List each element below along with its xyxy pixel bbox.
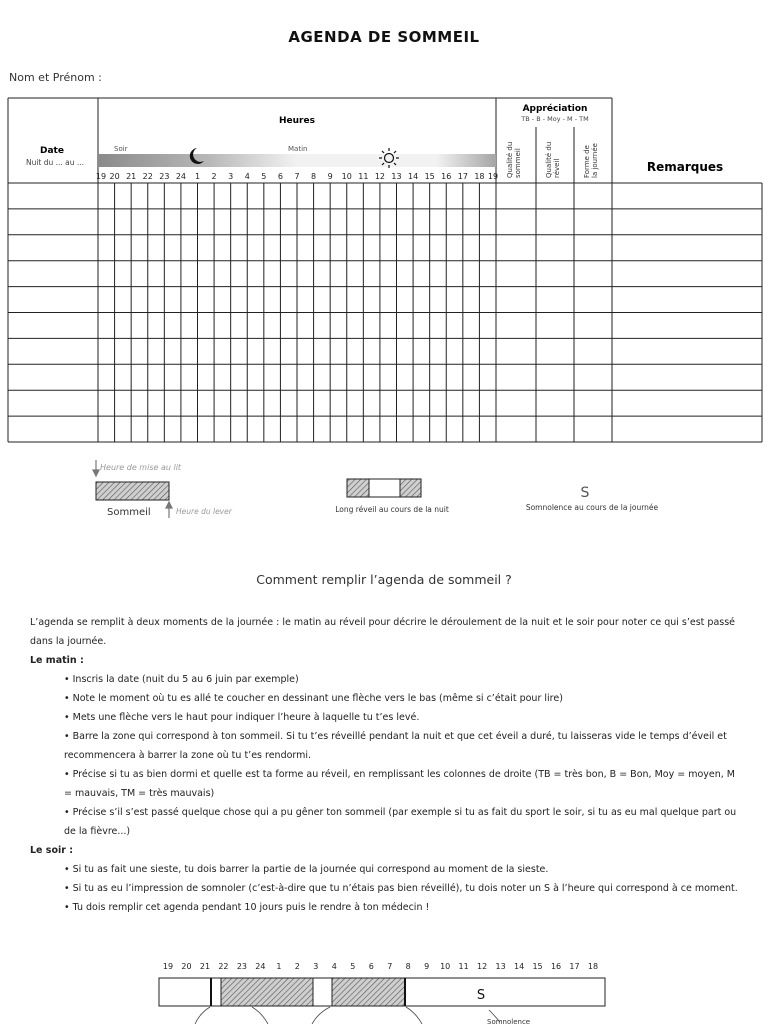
example-hour-label: 1 xyxy=(276,962,282,971)
example-hour-label: 15 xyxy=(532,962,543,971)
example-hour-label: 4 xyxy=(331,962,337,971)
example-hour-label: 10 xyxy=(440,962,451,971)
drowsy-legend-label: Somnolence au cours de la journée xyxy=(525,503,659,512)
example-hour-label: 9 xyxy=(424,962,430,971)
example-hour-label: 13 xyxy=(495,962,506,971)
long-wake-legend-swatch xyxy=(347,479,421,497)
remarks-header: Remarques xyxy=(646,160,724,174)
hour-label: 1 xyxy=(194,172,201,181)
appreciation-header: Appréciation xyxy=(522,104,588,114)
up-arrow-icon xyxy=(166,502,172,518)
morning-instruction-item: • Inscris la date (nuit du 5 au 6 juin par exemple) xyxy=(64,674,299,685)
morning-section-title: Le matin : xyxy=(30,655,84,666)
appreciation-scale: TB - B - Moy - M - TM xyxy=(521,115,589,123)
example-hour-label: 8 xyxy=(405,962,411,971)
name-field-label: Nom et Prénom : xyxy=(9,71,102,84)
appreciation-column-label: sommeil xyxy=(514,148,522,178)
hour-label: 23 xyxy=(159,172,170,181)
wake-legend-label: Heure du lever xyxy=(176,507,232,516)
hour-label: 12 xyxy=(374,172,386,181)
hour-label: 24 xyxy=(175,172,187,181)
evening-label: Soir xyxy=(114,145,128,153)
hour-label: 10 xyxy=(341,172,352,181)
hour-label: 13 xyxy=(391,172,402,181)
instructions-body xyxy=(30,613,738,917)
hour-label: 5 xyxy=(261,172,267,181)
example-hour-label: 16 xyxy=(550,962,562,971)
hour-label: 11 xyxy=(358,172,369,181)
morning-instructions-list xyxy=(30,670,738,841)
example-hour-label: 2 xyxy=(294,962,300,971)
hour-label: 6 xyxy=(277,172,283,181)
hour-label: 9 xyxy=(327,172,333,181)
appreciation-column-label: réveil xyxy=(553,158,561,178)
example-hour-label: 19 xyxy=(162,962,174,971)
example-hour-label: 7 xyxy=(387,962,393,971)
hour-label: 3 xyxy=(228,172,234,181)
example-hour-label: 23 xyxy=(236,962,248,971)
example-hour-label: 17 xyxy=(569,962,580,971)
evening-instructions-list xyxy=(30,860,738,917)
evening-instruction-item: • Si tu as fait une sieste, tu dois barrer la partie de la journée qui correspond au moment de la sieste. xyxy=(64,864,549,875)
hour-label: 17 xyxy=(457,172,468,181)
hour-label: 18 xyxy=(474,172,485,181)
example-hour-label: 22 xyxy=(218,962,229,971)
morning-instruction-item: • Précise si tu as bien dormi et quelle est ta forme au réveil, en remplissant les colonnes de droite (TB = très bon, B = Bon, Moy = moyen, M = mauvais, TM = très mauvais) xyxy=(64,769,735,799)
down-arrow-icon xyxy=(93,460,99,476)
bedtime-legend-label: Heure de mise au lit xyxy=(100,463,182,472)
appreciation-column-label: Qualité du xyxy=(545,141,553,178)
evening-instruction-item: • Tu dois remplir cet agenda pendant 10 jours puis le rendre à ton médecin ! xyxy=(64,902,430,913)
hour-label: 22 xyxy=(142,172,153,181)
night-day-gradient-bar xyxy=(98,154,496,167)
instructions-intro: L’agenda se remplit à deux moments de la journée : le matin au réveil pour décrire le déroulement de la nuit et le soir pour noter ce qui s’est passé dans la journée. xyxy=(30,617,736,647)
example-hour-label: 5 xyxy=(350,962,356,971)
evening-section-title: Le soir : xyxy=(30,845,74,856)
morning-instruction-item: • Mets une flèche vers le haut pour indiquer l’heure à laquelle tu t’es levé. xyxy=(64,712,420,723)
hour-label: 16 xyxy=(441,172,452,181)
hour-label: 15 xyxy=(424,172,435,181)
date-header: Date xyxy=(40,146,64,156)
example-drowsy-symbol: S xyxy=(476,988,486,1003)
hour-label: 7 xyxy=(294,172,300,181)
morning-instruction-item: • Note le moment où tu es allé te coucher en dessinant une flèche vers le bas (même si c’était pour lire) xyxy=(64,693,563,704)
hour-label: 8 xyxy=(311,172,317,181)
appreciation-column-label: Forme de xyxy=(583,145,591,178)
hour-label: 19 xyxy=(95,172,107,181)
example-hour-label: 24 xyxy=(255,962,266,971)
hour-label: 2 xyxy=(211,172,217,181)
example-hour-label: 21 xyxy=(199,962,211,971)
date-subheader: Nuit du ... au ... xyxy=(25,158,85,167)
drowsy-legend-symbol: S xyxy=(580,485,590,501)
appreciation-column-label: Qualité du xyxy=(506,141,514,178)
hour-label: 19 xyxy=(487,172,499,181)
example-sleep-block-1 xyxy=(221,978,313,1006)
legend xyxy=(0,455,768,525)
example-hour-label: 12 xyxy=(477,962,488,971)
appreciation-column-label: la journée xyxy=(591,143,599,178)
page-title: AGENDA DE SOMMEIL xyxy=(288,28,480,46)
example-hour-label: 3 xyxy=(313,962,319,971)
example-hour-label: 18 xyxy=(587,962,599,971)
sleep-agenda-table xyxy=(0,0,768,460)
example-hour-label: 20 xyxy=(181,962,192,971)
long-wake-legend-label: Long réveil au cours de la nuit xyxy=(335,505,449,514)
sleep-legend-label: Sommeil xyxy=(107,507,151,518)
hour-label: 21 xyxy=(126,172,137,181)
hours-header: Heures xyxy=(279,116,315,126)
hour-label: 20 xyxy=(109,172,120,181)
evening-instruction-item: • Si tu as eu l’impression de somnoler (c’est-à-dire que tu n’étais pas bien réveillé), tu dois noter un S à l’heure qui correspond à ce moment. xyxy=(64,883,738,894)
hour-label: 4 xyxy=(244,172,250,181)
hour-label: 14 xyxy=(407,172,419,181)
sleep-legend-swatch xyxy=(96,482,169,500)
example-sleep-block-2 xyxy=(332,978,405,1006)
example-hour-label: 14 xyxy=(513,962,525,971)
morning-label: Matin xyxy=(288,145,308,153)
morning-instruction-item: • Barre la zone qui correspond à ton sommeil. Si tu t’es réveillé pendant la nuit et que cet éveil a duré, tu laisseras vide le temps d’éveil et recommencera à barrer la zone où tu t’es rendormi. xyxy=(64,731,727,761)
example-hour-label: 11 xyxy=(458,962,469,971)
example-strip xyxy=(0,955,768,1024)
example-drowsy-label: Somnolence xyxy=(487,1018,531,1024)
morning-instruction-item: • Précise s’il s’est passé quelque chose qui a pu gêner ton sommeil (par exemple si tu as fait du sport le soir, si tu as eu mal quelque part ou de la fièvre...) xyxy=(64,807,737,837)
example-hour-label: 6 xyxy=(368,962,374,971)
instructions-title: Comment remplir l’agenda de sommeil ? xyxy=(256,572,512,587)
